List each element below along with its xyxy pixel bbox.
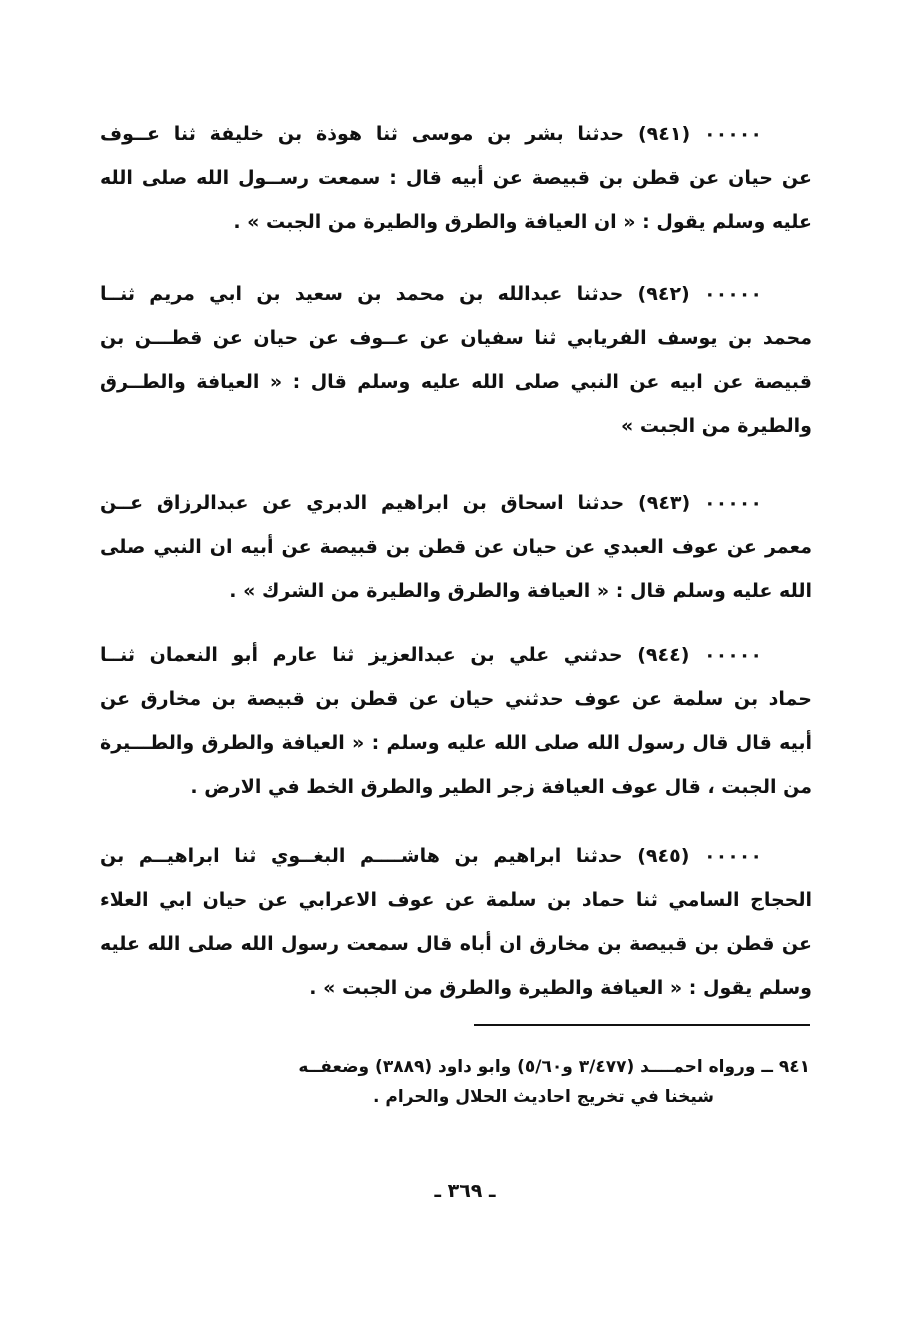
hadith-line: ٠٠٠٠٠ (٩٤٤) حدثني علي بن عبدالعزيز ثنا عارم أبو النعمان ثنــا bbox=[100, 644, 762, 666]
hadith-line: عن قطن بن قبيصة بن مخارق ان أباه قال سمعت رسول الله صلى الله عليه bbox=[100, 933, 812, 955]
hadith-line: قبيصة عن ابيه عن النبي صلى الله عليه وسلم قال : « العيافة والطــرق bbox=[100, 371, 812, 393]
hadith-line: الله عليه وسلم قال : « العيافة والطرق والطيرة من الشرك » . bbox=[229, 580, 812, 602]
hadith-944 bbox=[100, 633, 812, 809]
hadith-945 bbox=[100, 834, 812, 1010]
hadith-line: معمر عن عوف العبدي عن حيان عن قطن بن قبيصة عن أبيه ان النبي صلى bbox=[100, 536, 812, 558]
hadith-line: من الجبت ، قال عوف العيافة زجر الطير والطرق الخط في الارض . bbox=[190, 776, 812, 798]
hadith-line: محمد بن يوسف الفريابي ثنا سفيان عن عــوف عن حيان عن قطـــن بن bbox=[100, 327, 812, 349]
hadith-line: حماد بن سلمة عن عوف حدثني حيان عن قطن بن قبيصة بن مخارق عن bbox=[100, 688, 812, 710]
hadith-line: والطيرة من الجبت » bbox=[621, 415, 812, 437]
hadith-line: وسلم يقول : « العيافة والطيرة والطرق من الجبت » . bbox=[309, 977, 812, 999]
hadith-line: ٠٠٠٠٠ (٩٤١) حدثنا بشر بن موسى ثنا هوذة بن خليفة ثنا عــوف bbox=[100, 123, 762, 145]
hadith-941 bbox=[100, 112, 812, 244]
footnote-divider bbox=[474, 1024, 810, 1026]
hadith-line: أبيه قال قال رسول الله صلى الله عليه وسلم : « العيافة والطرق والطـــيرة bbox=[100, 732, 812, 754]
footnote-line: شيخنا في تخريج احاديث الحلال والحرام . bbox=[373, 1087, 714, 1107]
page-number: ـ ٣٦٩ ـ bbox=[434, 1180, 496, 1202]
hadith-943 bbox=[100, 481, 812, 613]
footnote-line: ٩٤١ ــ ورواه احمــــد (٣/٤٧٧ و٥/٦٠) وابو داود (٣٨٨٩) وضعفــه bbox=[298, 1057, 810, 1077]
hadith-line: عن حيان عن قطن بن قبيصة عن أبيه قال : سمعت رســول الله صلى الله bbox=[100, 167, 812, 189]
hadith-line: ٠٠٠٠٠ (٩٤٣) حدثنا اسحاق بن ابراهيم الدبري عن عبدالرزاق عــن bbox=[100, 492, 762, 514]
footnote bbox=[280, 1052, 810, 1112]
hadith-line: الحجاج السامي ثنا حماد بن سلمة عن عوف الاعرابي عن حيان ابي العلاء bbox=[100, 889, 812, 911]
hadith-line: ٠٠٠٠٠ (٩٤٥) حدثنا ابراهيم بن هاشــــم البغــوي ثنا ابراهيــم بن bbox=[100, 845, 762, 867]
hadith-942 bbox=[100, 272, 812, 448]
hadith-line: ٠٠٠٠٠ (٩٤٢) حدثنا عبدالله بن محمد بن سعيد بن ابي مريم ثنــا bbox=[100, 283, 762, 305]
hadith-line: عليه وسلم يقول : « ان العيافة والطرق والطيرة من الجبت » . bbox=[233, 211, 812, 233]
